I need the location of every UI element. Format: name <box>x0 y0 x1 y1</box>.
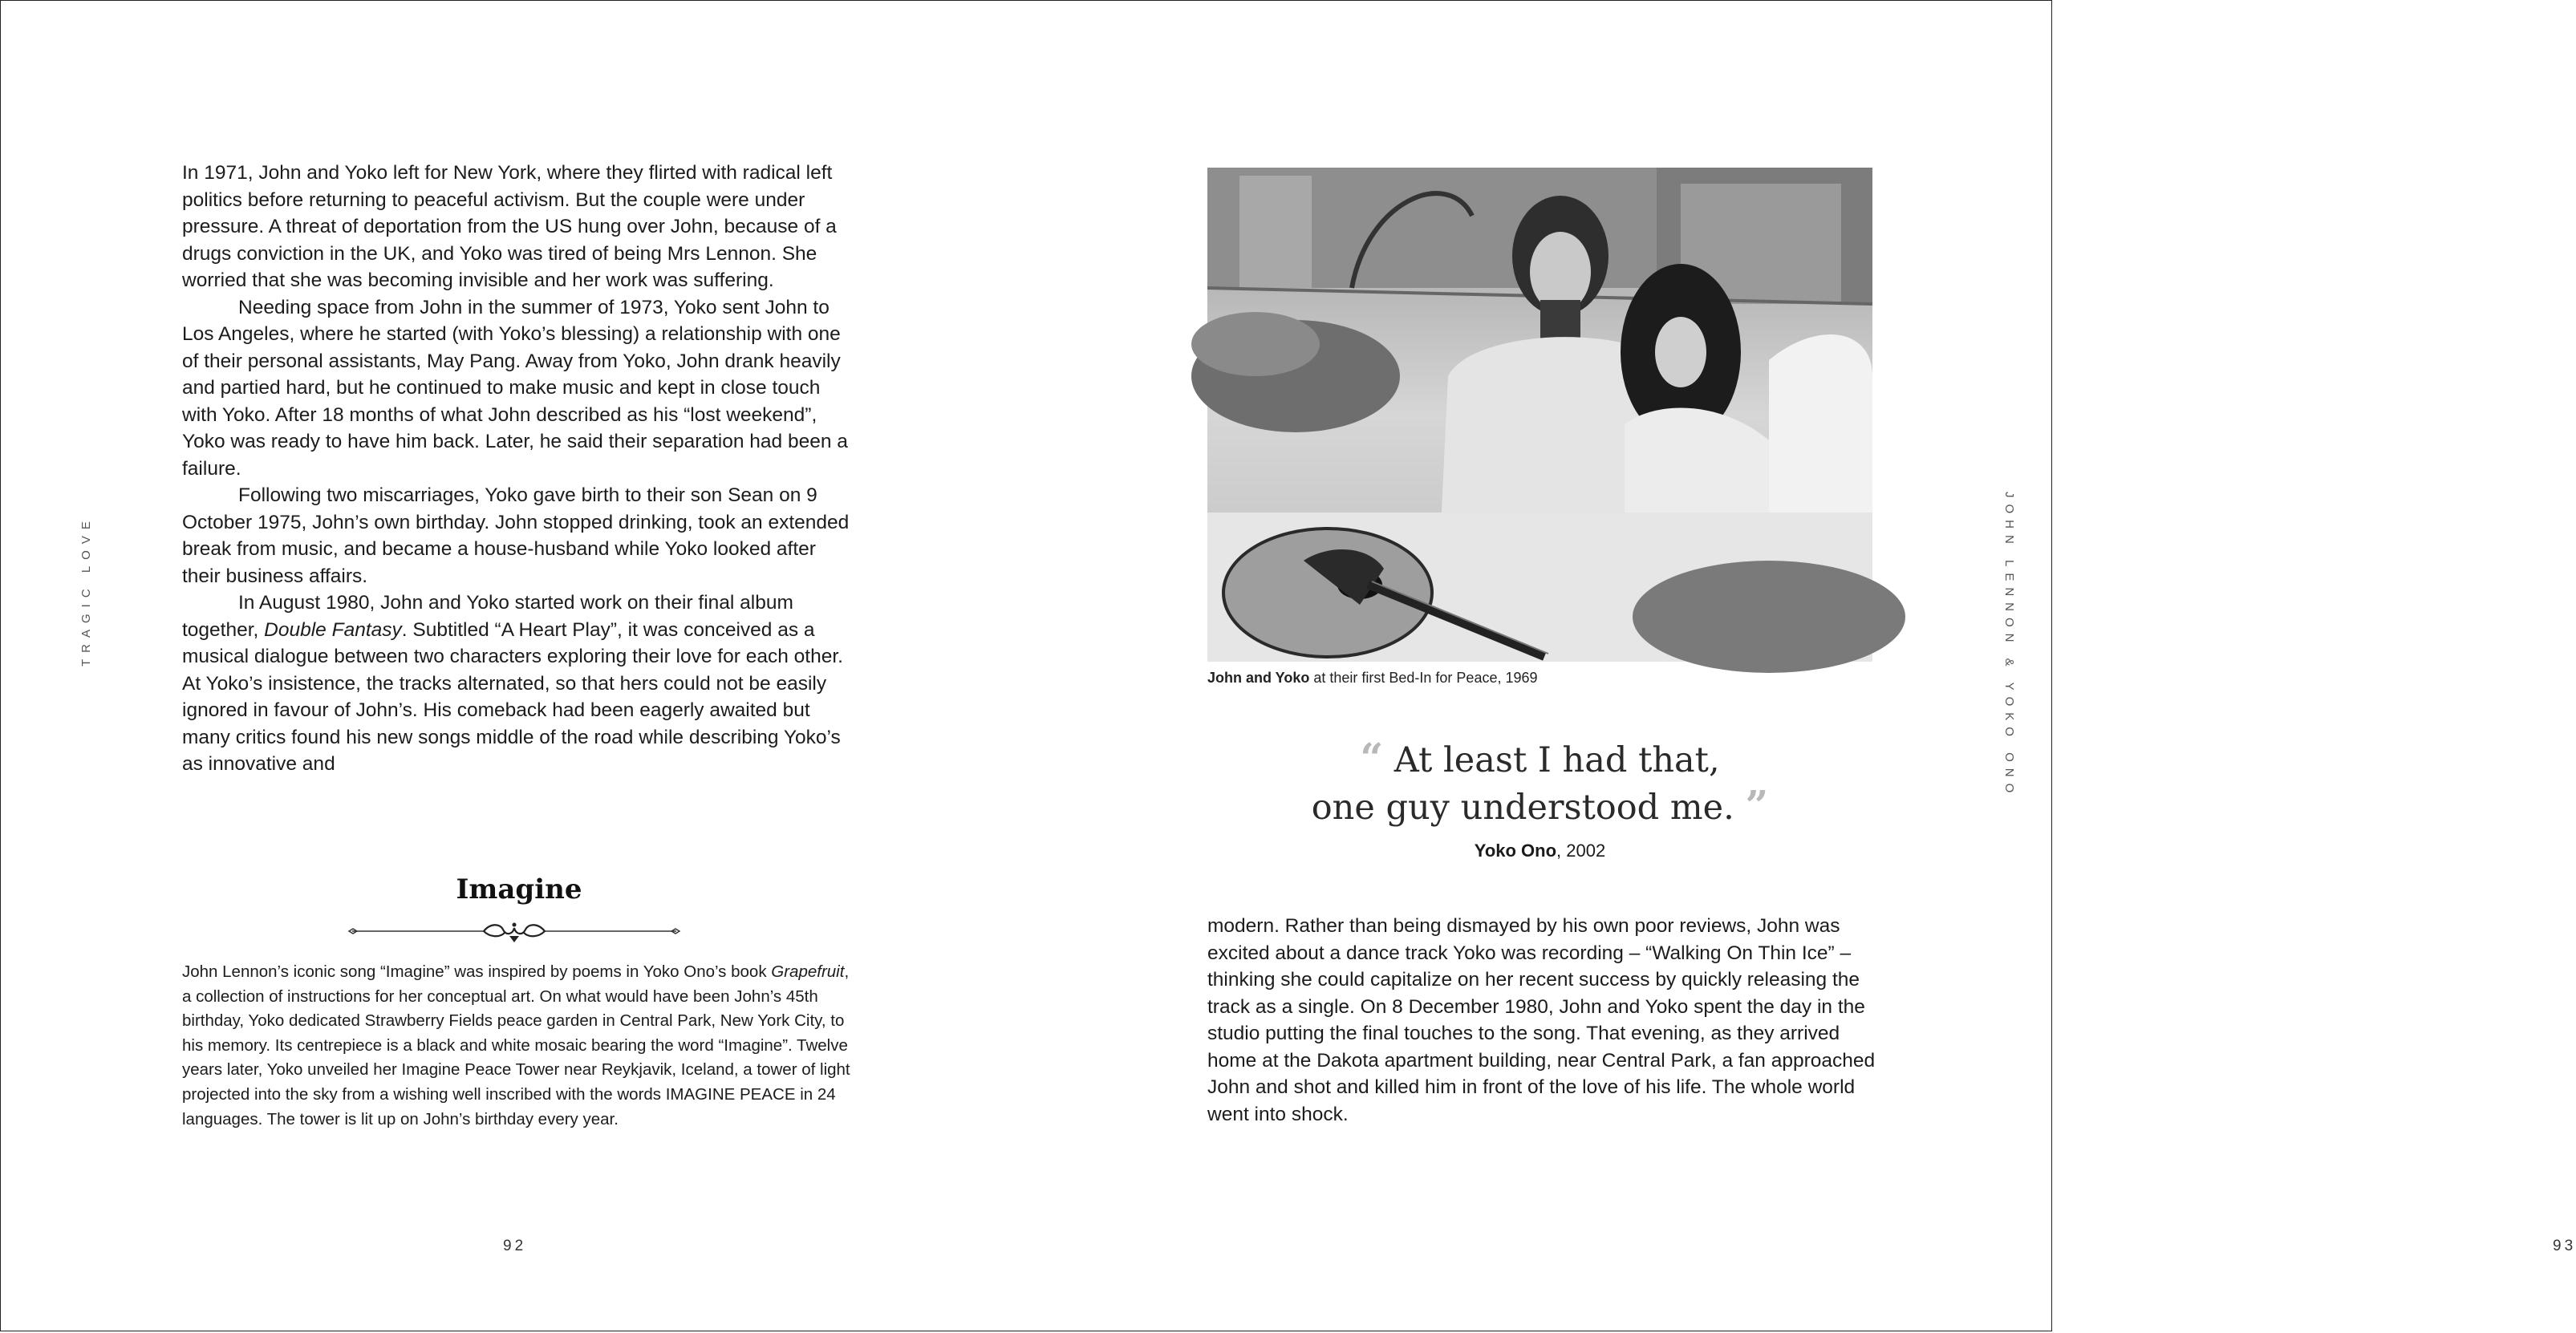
page-number-right: 93 <box>2553 1238 2576 1254</box>
ornament-divider <box>346 915 683 947</box>
caption-text: at their first Bed-In for Peace, 1969 <box>1309 670 1538 686</box>
text-run: John Lennon’s iconic song “Imagine” was inspired by poems in Yoko Ono’s book <box>182 962 772 981</box>
sidebar-text <box>182 960 856 1132</box>
caption-subject: John and Yoko <box>1207 670 1310 686</box>
right-page <box>1027 1 2576 1331</box>
close-quote-mark: ” <box>1745 781 1769 829</box>
bed-in-photograph <box>1207 168 1872 662</box>
album-title: Double Fantasy <box>264 618 402 641</box>
quote-year: , 2002 <box>1556 841 1606 861</box>
left-page <box>1 1 1027 1331</box>
pull-quote <box>1207 735 1872 830</box>
text-run: , a collection of instructions for her conceptual art. On what would have been John’s 45th birthday, Yoko dedicated Strawberry Fields peace garden in Central Park, New York City, to his memory. Its centrepiece is a black and white mosaic bearing the word “Imagine”. Twelve years later, Yoko unveiled her Imagine Peace Tower near Reykjavik, Iceland, a tower of light projected into the sky from a wishing well inscribed with the words IMAGINE PEACE in 24 languages. The tower is lit up on John’s birthday every year. <box>182 962 850 1128</box>
paragraph: Following two miscarriages, Yoko gave birth to their son Sean on 9 October 1975, John’s own birthday. John stopped drinking, took an extended break from music, and became a house-husband while Yoko looked after their business affairs. <box>182 484 850 587</box>
sidebar-heading: Imagine <box>456 873 582 906</box>
photo-image <box>1207 168 1872 662</box>
quote-author: Yoko Ono <box>1474 841 1557 861</box>
paragraph: modern. Rather than being dismayed by his own poor reviews, John was excited about a dance track Yoko was recording – “Walking On Thin Ice” – thinking she could capitalize on her recent success by quickly releasing the track as a single. On 8 December 1980, John and Yoko spent the day in the studio putting the final touches to the song. That evening, as they arrived home at the Dakota apartment building, near Central Park, a fan approached John and shot and killed him in front of the love of his life. The whole world went into shock. <box>1207 915 1876 1125</box>
text-run: In August 1980, John and Yoko started work on their final album together, <box>182 592 793 641</box>
paragraph: In 1971, John and Yoko left for New York, where they flirted with radical left politics before returning to peaceful activism. But the couple were under pressure. A threat of deportation from the US hung over John, because of a drugs conviction in the UK, and Yoko was tired of being Mrs Lennon. She worried that she was becoming invisible and her work was suffering. <box>182 162 837 291</box>
photo-caption <box>1207 670 1538 687</box>
running-head-left: TRAGIC LOVE <box>79 515 93 666</box>
running-head-right: JOHN LENNON & YOKO ONO <box>2002 492 2016 800</box>
quote-line-1: At least I had that, <box>1393 740 1720 780</box>
quote-line-2: one guy understood me. <box>1311 788 1734 828</box>
right-body-text <box>1207 913 1881 1128</box>
open-quote-mark: “ <box>1360 734 1384 781</box>
text-run: . Subtitled “A Heart Play”, it was conceived as a musical dialogue between two characters exploring their love for each other. At Yoko’s insistence, the tracks alternated, so that hers could not be easily ignored in favour of John’s. His comeback had been eagerly awaited but many critics found his new songs middle of the road while describing Yoko’s as innovative and <box>182 618 843 775</box>
quote-attribution <box>1207 841 1872 861</box>
left-body-text <box>182 160 856 778</box>
paragraph: Needing space from John in the summer of 1973, Yoko sent John to Los Angeles, where he started (with Yoko’s blessing) a relationship with one of their personal assistants, May Pang. Away from Yoko, John drank heavily and partied hard, but he continued to make music and kept in close touch with Yoko. After 18 months of what John described as his “lost weekend”, Yoko was ready to have him back. Later, he said their separation had been a failure. <box>182 296 848 480</box>
paragraph <box>182 590 856 778</box>
page-number-left: 92 <box>503 1238 527 1254</box>
book-title: Grapefruit <box>771 962 845 981</box>
